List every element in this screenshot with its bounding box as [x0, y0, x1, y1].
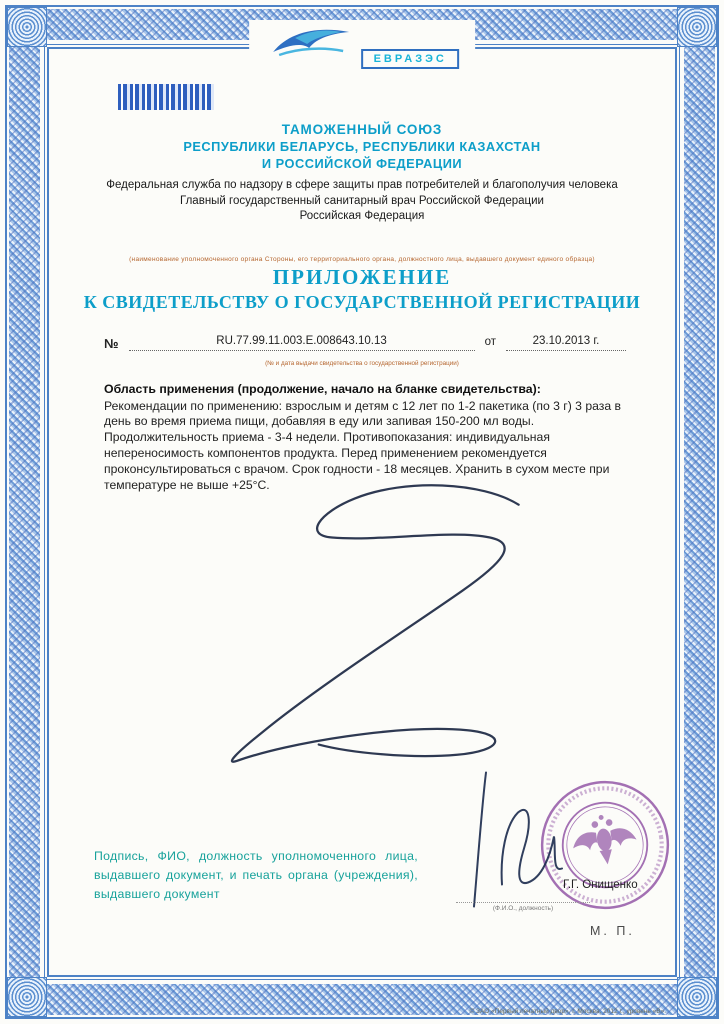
- double-headed-eagle-icon: [569, 811, 639, 869]
- union-title-line1: ТАМОЖЕННЫЙ СОЮЗ: [281, 122, 443, 137]
- corner-rosette: [7, 7, 47, 47]
- agency-line3: Российская Федерация: [299, 210, 425, 223]
- eurasec-bird-icon: [265, 49, 361, 66]
- number-sign-label: №: [104, 335, 119, 351]
- usage-recommendations-paragraph: Рекомендации по применению: взрослым и детям с 12 лет по 1-2 пакетика (по 3 г) 3 раза в день во время приема пищи, добавляя в еду или запивая 150-200 мл воды. Продолжительность приема - 3-4 недели. Противопоказания: индивидуальная непереносимость компонентов продукта. Перед применением рекомендуется проконсультироваться с врачом. Срок годности - 18 месяцев. Хранить в сухом месте при температуре не выше +25°С.: [104, 398, 621, 492]
- issuing-authority-caption: (наименование уполномоченного органа Стороны, его территориального органа, должностного лица, выдавшего документ единого образца): [129, 255, 595, 263]
- corner-rosette: [7, 977, 47, 1017]
- page-title-line1: ПРИЛОЖЕНИЕ: [272, 264, 452, 289]
- large-signature-flourish: [165, 475, 575, 805]
- seal-place-mark: М. П.: [590, 924, 635, 938]
- agency-line1: Федеральная служба по надзору в сфере защиты прав потребителей и благополучия человека: [106, 179, 618, 191]
- official-signature: [458, 762, 578, 917]
- registration-date: 23.10.2013 г.: [506, 335, 626, 351]
- eurasec-logo: [249, 20, 475, 73]
- certificate-content: [60, 50, 664, 974]
- eurasec-logo-label: ЕВРАЗЭС: [362, 49, 459, 69]
- page-title-line2: К СВИДЕТЕЛЬСТВУ О ГОСУДАРСТВЕННОЙ РЕГИСТРАЦИИ: [83, 291, 641, 312]
- union-title-line3: И РОССИЙСКОЙ ФЕДЕРАЦИИ: [261, 156, 463, 171]
- document-header: [60, 122, 664, 225]
- signer-name: Г.Г. Онищенко: [563, 879, 638, 891]
- number-caption: (№ и дата выдачи свидетельства о государственной регистрации): [265, 359, 459, 367]
- signer-caption: (Ф.И.О., должность): [456, 902, 590, 912]
- corner-rosette: [677, 7, 717, 47]
- union-title-line2: РЕСПУБЛИКИ БЕЛАРУСЬ, РЕСПУБЛИКИ КАЗАХСТАН: [183, 139, 541, 154]
- registration-number-value: RU.77.99.11.003.Е.008643.10.13: [129, 335, 475, 351]
- registration-number-row: [104, 335, 626, 351]
- barcode: [118, 84, 214, 110]
- date-preposition: от: [484, 335, 496, 348]
- agency-line2: Главный государственный санитарный врач Российской Федерации: [180, 194, 544, 207]
- scope-heading: Область применения (продолжение, начало на бланке свидетельства):: [104, 381, 541, 396]
- page-title: [60, 265, 664, 313]
- printing-house-credit: © ЗАО «Первый печатный двор», г. Москва, 2012 г., уровень «В».: [469, 1008, 666, 1015]
- signature-explanatory-caption: Подпись, ФИО, должность уполномоченного лица, выдавшего документ, и печать органа (учреждения), выдавшего документ: [94, 849, 418, 902]
- corner-rosette: [677, 977, 717, 1017]
